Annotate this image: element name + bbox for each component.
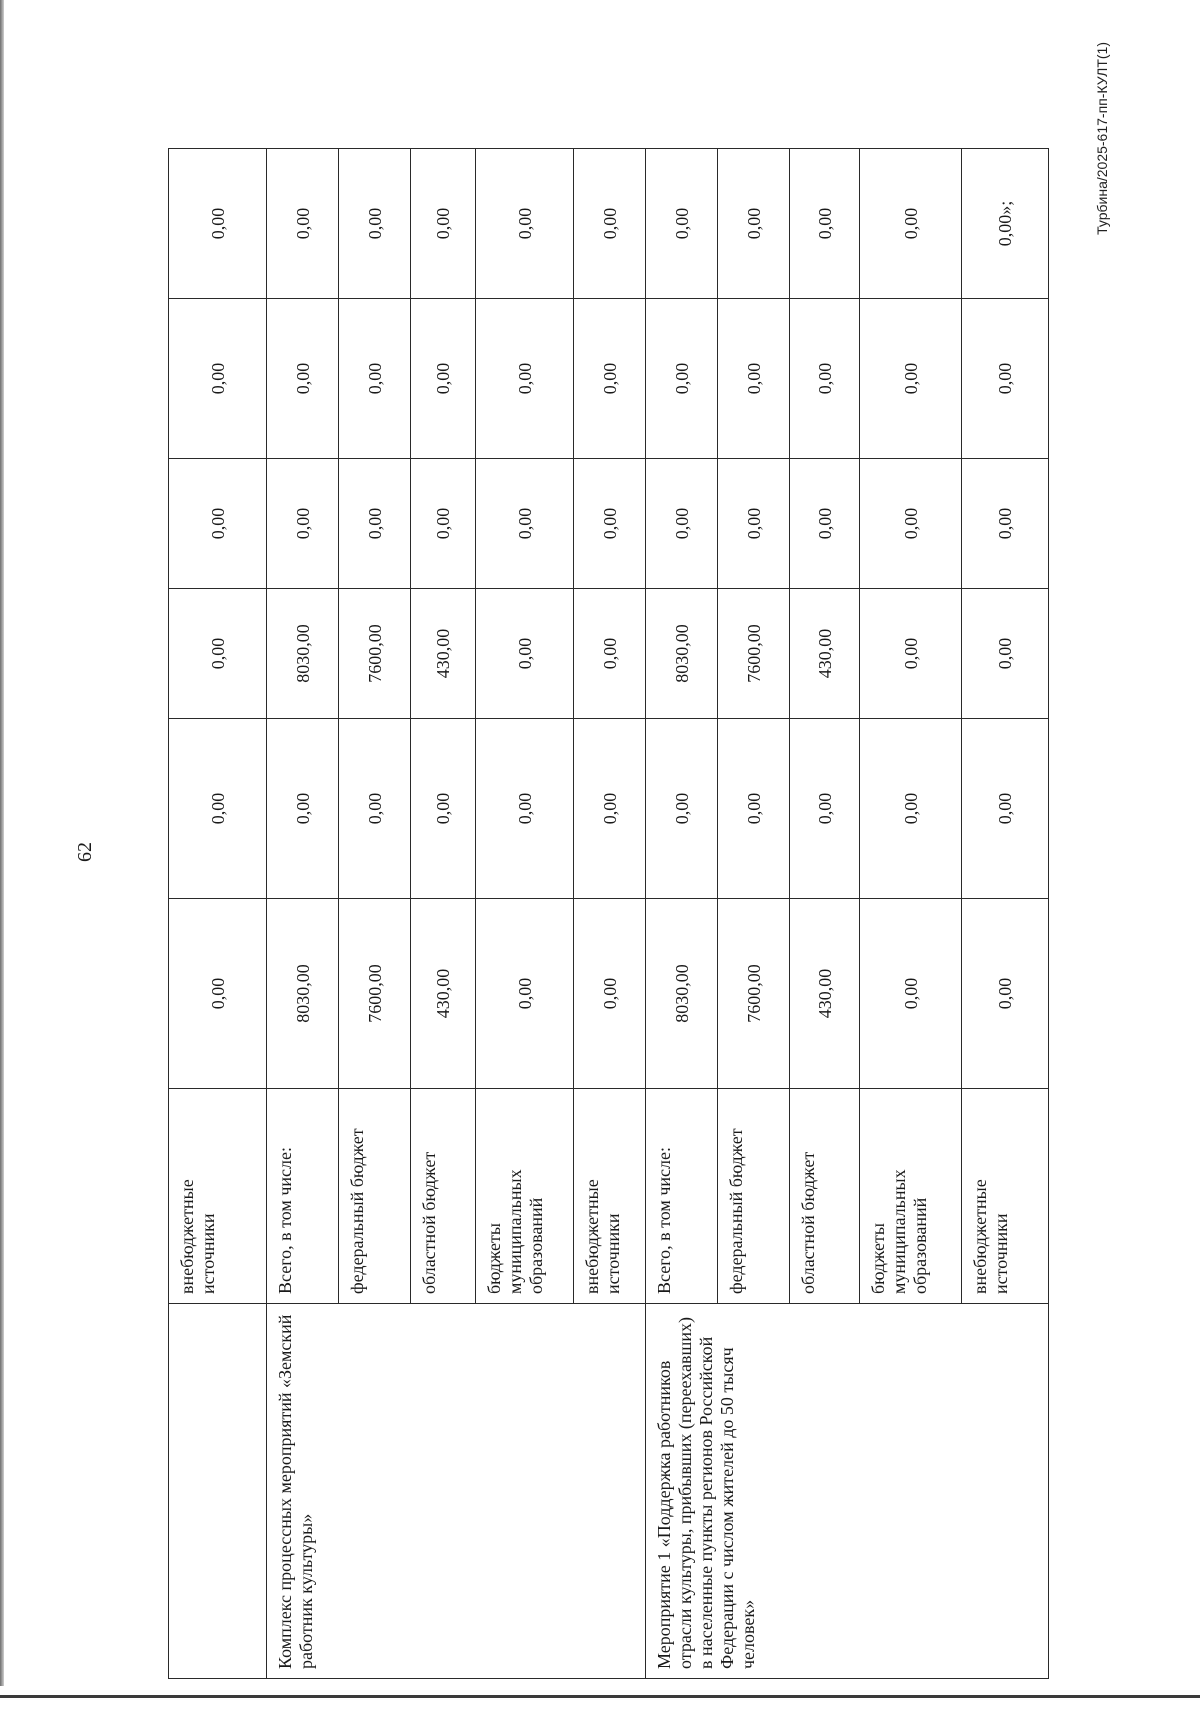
value-cell: 0,00 bbox=[476, 299, 574, 459]
value-cell: 7600,00 bbox=[339, 899, 411, 1089]
value-cell: 0,00 bbox=[718, 719, 790, 899]
source-cell: Всего, в том числе: bbox=[267, 1089, 339, 1304]
value-cell: 0,00 bbox=[339, 459, 411, 589]
value-cell: 0,00 bbox=[574, 719, 646, 899]
value-cell: 0,00 bbox=[790, 299, 860, 459]
value-cell: 0,00 bbox=[476, 589, 574, 719]
value-cell: 0,00 bbox=[574, 899, 646, 1089]
value-cell: 0,00 bbox=[476, 719, 574, 899]
value-cell: 0,00 bbox=[574, 299, 646, 459]
value-cell: 0,00 bbox=[860, 459, 962, 589]
value-cell: 0,00 bbox=[860, 899, 962, 1089]
table-row bbox=[169, 149, 267, 1679]
value-cell: 0,00 bbox=[476, 459, 574, 589]
value-cell: 0,00 bbox=[962, 589, 1049, 719]
value-cell: 0,00 bbox=[267, 719, 339, 899]
value-cell: 0,00 bbox=[169, 459, 267, 589]
source-cell: бюджеты муниципальных образований bbox=[476, 1089, 574, 1304]
value-cell: 0,00 bbox=[267, 149, 339, 299]
value-cell: 0,00 bbox=[962, 899, 1049, 1089]
value-cell: 0,00 bbox=[169, 149, 267, 299]
value-cell: 0,00 bbox=[790, 459, 860, 589]
table-row bbox=[646, 149, 718, 1679]
scan-bottom-line bbox=[0, 1695, 1200, 1698]
value-cell: 7600,00 bbox=[718, 589, 790, 719]
source-cell: бюджеты муниципальных образований bbox=[860, 1089, 962, 1304]
value-cell: 0,00 bbox=[646, 719, 718, 899]
source-cell: федеральный бюджет bbox=[718, 1089, 790, 1304]
value-cell: 0,00 bbox=[790, 719, 860, 899]
value-cell: 0,00 bbox=[411, 299, 476, 459]
value-cell: 0,00 bbox=[267, 299, 339, 459]
source-cell: Всего, в том числе: bbox=[646, 1089, 718, 1304]
value-cell: 8030,00 bbox=[646, 899, 718, 1089]
value-cell: 0,00 bbox=[411, 459, 476, 589]
scan-bottom-edge bbox=[0, 1686, 1200, 1712]
value-cell: 0,00 bbox=[718, 149, 790, 299]
value-cell: 0,00 bbox=[860, 149, 962, 299]
value-cell: 0,00 bbox=[476, 149, 574, 299]
value-cell: 0,00 bbox=[169, 589, 267, 719]
value-cell: 430,00 bbox=[790, 589, 860, 719]
value-cell: 430,00 bbox=[411, 589, 476, 719]
value-cell: 0,00 bbox=[646, 149, 718, 299]
source-cell: внебюджетные источники bbox=[574, 1089, 646, 1304]
source-cell: федеральный бюджет bbox=[339, 1089, 411, 1304]
value-cell: 0,00 bbox=[790, 149, 860, 299]
value-cell: 0,00 bbox=[574, 589, 646, 719]
value-cell: 0,00 bbox=[339, 149, 411, 299]
value-cell: 8030,00 bbox=[646, 589, 718, 719]
value-cell: 0,00 bbox=[860, 299, 962, 459]
value-cell: 0,00 bbox=[718, 299, 790, 459]
value-cell: 0,00 bbox=[411, 149, 476, 299]
measure-name-cell: Мероприятие 1 «Поддержка работников отрасли культуры, прибывших (переехавших) в населенные пункты регионов Российской Федерации с числом жителей до 50 тысяч человек» bbox=[646, 1304, 1049, 1679]
page-number: 62 bbox=[74, 842, 96, 862]
value-cell: 0,00 bbox=[646, 299, 718, 459]
value-cell: 430,00 bbox=[790, 899, 860, 1089]
source-cell: областной бюджет bbox=[790, 1089, 860, 1304]
value-cell: 0,00 bbox=[574, 149, 646, 299]
source-cell: внебюджетные источники bbox=[962, 1089, 1049, 1304]
value-cell: 0,00 bbox=[339, 719, 411, 899]
table-row bbox=[267, 149, 339, 1679]
value-cell: 0,00 bbox=[860, 719, 962, 899]
value-cell: 0,00 bbox=[411, 719, 476, 899]
value-cell: 0,00 bbox=[574, 459, 646, 589]
value-cell: 0,00 bbox=[267, 459, 339, 589]
value-cell: 0,00 bbox=[169, 719, 267, 899]
value-cell: 8030,00 bbox=[267, 899, 339, 1089]
value-cell: 0,00 bbox=[169, 899, 267, 1089]
value-cell: 0,00 bbox=[962, 459, 1049, 589]
value-cell: 0,00»; bbox=[962, 149, 1049, 299]
value-cell: 0,00 bbox=[962, 299, 1049, 459]
value-cell: 0,00 bbox=[646, 459, 718, 589]
value-cell: 0,00 bbox=[169, 299, 267, 459]
measure-name-cell bbox=[169, 1304, 267, 1679]
value-cell: 0,00 bbox=[860, 589, 962, 719]
value-cell: 8030,00 bbox=[267, 589, 339, 719]
measure-name-cell: Комплекс процессных мероприятий «Земский работник культуры» bbox=[267, 1304, 646, 1679]
budget-table bbox=[168, 148, 1049, 1679]
value-cell: 0,00 bbox=[962, 719, 1049, 899]
document-footer-id: Турбина/2025-617-пп-КУЛТ(1) bbox=[1094, 42, 1110, 235]
value-cell: 430,00 bbox=[411, 899, 476, 1089]
value-cell: 0,00 bbox=[476, 899, 574, 1089]
source-cell: областной бюджет bbox=[411, 1089, 476, 1304]
value-cell: 0,00 bbox=[339, 299, 411, 459]
value-cell: 7600,00 bbox=[339, 589, 411, 719]
value-cell: 0,00 bbox=[718, 459, 790, 589]
source-cell: внебюджетные источники bbox=[169, 1089, 267, 1304]
value-cell: 7600,00 bbox=[718, 899, 790, 1089]
